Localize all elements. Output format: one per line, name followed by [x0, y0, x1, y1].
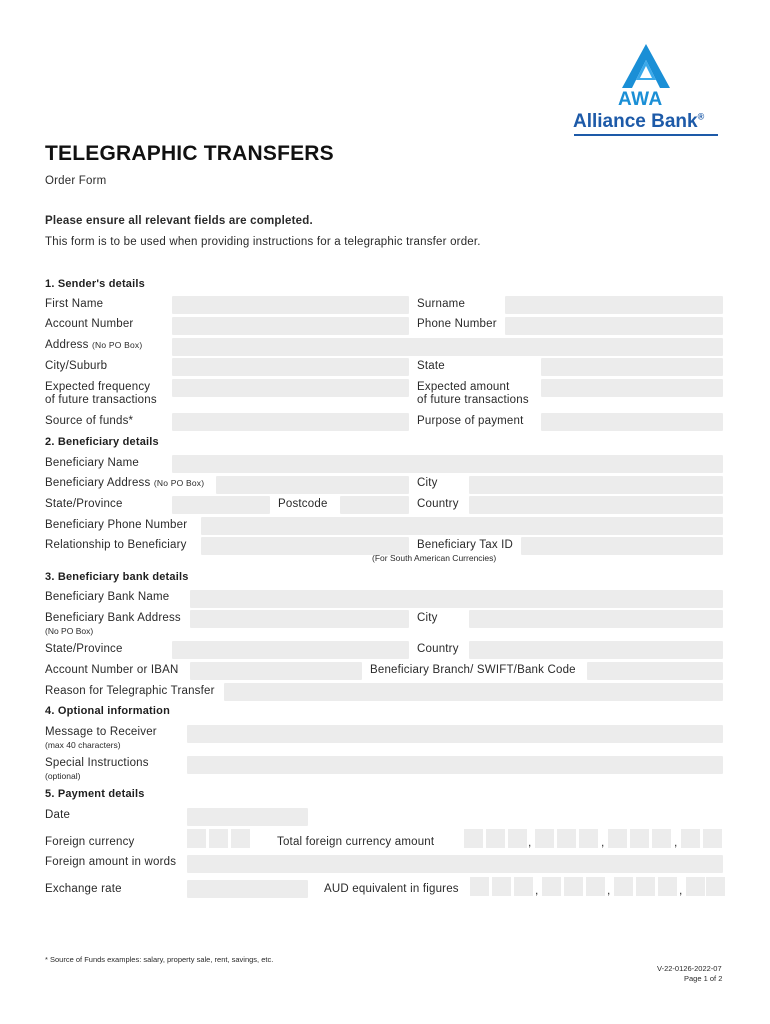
currency-char-box[interactable] — [231, 829, 250, 848]
label-source-of-funds: Source of funds* — [45, 415, 134, 427]
bank-country-field[interactable] — [469, 641, 723, 659]
aud-digit-box[interactable] — [706, 877, 725, 896]
label-purpose-of-payment: Purpose of payment — [417, 415, 524, 427]
logo-bank-name: Alliance Bank® — [573, 111, 705, 132]
label-exchange-rate: Exchange rate — [45, 883, 122, 895]
label-bank-state: State/Province — [45, 643, 123, 655]
label-beneficiary-name: Beneficiary Name — [45, 457, 139, 469]
label-beneficiary-country: Country — [417, 498, 459, 510]
label-transfer-reason: Reason for Telegraphic Transfer — [45, 685, 215, 697]
label-total-amount: Total foreign currency amount — [277, 836, 435, 848]
transfer-reason-field[interactable] — [224, 683, 723, 701]
label-foreign-currency: Foreign currency — [45, 836, 135, 848]
account-number-field[interactable] — [172, 317, 409, 335]
version-code: V-22-0126-2022-07 — [657, 964, 722, 973]
logo-awa-text: AWA — [618, 89, 663, 110]
total-digit-box[interactable] — [535, 829, 554, 848]
special-instructions-note: (optional) — [45, 771, 81, 781]
aud-digit-box[interactable] — [542, 877, 561, 896]
label-expected-frequency-2: of future transactions — [45, 394, 157, 406]
total-digit-box[interactable] — [508, 829, 527, 848]
label-surname: Surname — [417, 298, 466, 310]
label-account-iban: Account Number or IBAN — [45, 664, 179, 676]
exchange-rate-field[interactable] — [187, 880, 308, 898]
intro-text: This form is to be used when providing instructions for a telegraphic transfer order. — [45, 236, 481, 248]
label-date: Date — [45, 809, 71, 821]
page-number: Page 1 of 2 — [684, 974, 723, 983]
label-phone-number: Phone Number — [417, 318, 497, 330]
total-digit-box[interactable] — [703, 829, 722, 848]
label-beneficiary-city: City — [417, 477, 438, 489]
amount-words-field[interactable] — [187, 855, 723, 873]
label-beneficiary-address: Beneficiary Address (No PO Box) — [45, 477, 205, 489]
aud-digit-box[interactable] — [658, 877, 677, 896]
total-digit-box[interactable] — [630, 829, 649, 848]
expected-frequency-field[interactable] — [172, 379, 409, 397]
currency-char-box[interactable] — [187, 829, 206, 848]
label-expected-amount: Expected amount — [417, 381, 510, 393]
label-amount-words: Foreign amount in words — [45, 856, 177, 868]
beneficiary-phone-field[interactable] — [201, 517, 723, 535]
bank-address-field[interactable] — [190, 610, 409, 628]
surname-field[interactable] — [505, 296, 723, 314]
beneficiary-city-field[interactable] — [469, 476, 723, 494]
total-digit-box[interactable] — [464, 829, 483, 848]
label-special-instructions: Special Instructions — [45, 757, 149, 769]
aud-digit-box[interactable] — [636, 877, 655, 896]
date-field[interactable] — [187, 808, 308, 826]
phone-number-field[interactable] — [505, 317, 723, 335]
address-field[interactable] — [172, 338, 723, 356]
label-tax-id: Beneficiary Tax ID — [417, 539, 514, 551]
expected-amount-field[interactable] — [541, 379, 723, 397]
message-receiver-field[interactable] — [187, 725, 723, 743]
beneficiary-address-note: (No PO Box) — [153, 478, 205, 488]
aud-digit-box[interactable] — [514, 877, 533, 896]
aud-digit-box[interactable] — [470, 877, 489, 896]
label-aud-equivalent: AUD equivalent in figures — [324, 883, 459, 895]
bank-state-field[interactable] — [172, 641, 409, 659]
total-digit-box[interactable] — [681, 829, 700, 848]
label-relationship: Relationship to Beneficiary — [45, 539, 187, 551]
thousands-separator: , — [607, 883, 611, 897]
label-bank-country: Country — [417, 643, 459, 655]
swift-code-field[interactable] — [587, 662, 723, 680]
beneficiary-name-field[interactable] — [172, 455, 723, 473]
decimal-separator: , — [679, 883, 683, 897]
label-expected-amount-2: of future transactions — [417, 394, 529, 406]
postcode-field[interactable] — [340, 496, 409, 514]
label-bank-city: City — [417, 612, 438, 624]
label-bank-address: Beneficiary Bank Address — [45, 612, 181, 624]
section-heading-beneficiary: 2. Beneficiary details — [45, 436, 159, 448]
registered-mark: ® — [697, 111, 705, 122]
bank-city-field[interactable] — [469, 610, 723, 628]
section-heading-optional: 4. Optional information — [45, 705, 170, 717]
beneficiary-address-field[interactable] — [216, 476, 409, 494]
label-city-suburb: City/Suburb — [45, 360, 108, 372]
page-title: TELEGRAPHIC TRANSFERS — [45, 142, 334, 165]
label-message-receiver: Message to Receiver — [45, 726, 157, 738]
thousands-separator: , — [528, 835, 532, 849]
aud-digit-box[interactable] — [564, 877, 583, 896]
aud-digit-box[interactable] — [492, 877, 511, 896]
total-digit-box[interactable] — [608, 829, 627, 848]
label-postcode: Postcode — [278, 498, 328, 510]
state-field[interactable] — [541, 358, 723, 376]
currency-char-box[interactable] — [209, 829, 228, 848]
label-state: State — [417, 360, 445, 372]
first-name-field[interactable] — [172, 296, 409, 314]
aud-digit-box[interactable] — [614, 877, 633, 896]
beneficiary-state-field[interactable] — [172, 496, 270, 514]
section-heading-payment: 5. Payment details — [45, 788, 145, 800]
section-heading-senders: 1. Sender's details — [45, 278, 145, 290]
label-swift-code: Beneficiary Branch/ SWIFT/Bank Code — [370, 664, 576, 676]
total-digit-box[interactable] — [652, 829, 671, 848]
source-of-funds-footnote: * Source of Funds examples: salary, property sale, rent, savings, etc. — [45, 955, 274, 964]
label-first-name: First Name — [45, 298, 104, 310]
total-digit-box[interactable] — [486, 829, 505, 848]
bank-name-field[interactable] — [190, 590, 723, 608]
page-subtitle: Order Form — [45, 175, 107, 187]
label-bank-name: Beneficiary Bank Name — [45, 591, 170, 603]
thousands-separator: , — [535, 883, 539, 897]
tax-id-note: (For South American Currencies) — [372, 553, 497, 563]
city-suburb-field[interactable] — [172, 358, 409, 376]
logo-underline — [574, 134, 718, 136]
purpose-of-payment-field[interactable] — [541, 413, 723, 431]
label-beneficiary-state: State/Province — [45, 498, 123, 510]
total-digit-box[interactable] — [579, 829, 598, 848]
aud-digit-box[interactable] — [686, 877, 705, 896]
label-address: Address (No PO Box) — [45, 339, 143, 351]
source-of-funds-field[interactable] — [172, 413, 409, 431]
message-receiver-note: (max 40 characters) — [45, 740, 121, 750]
total-digit-box[interactable] — [557, 829, 576, 848]
section-heading-bank: 3. Beneficiary bank details — [45, 571, 189, 583]
thousands-separator: , — [601, 835, 605, 849]
special-instructions-field[interactable] — [187, 756, 723, 774]
bank-address-note: (No PO Box) — [45, 626, 94, 636]
tax-id-field[interactable] — [521, 537, 723, 555]
completion-notice: Please ensure all relevant fields are completed. — [45, 215, 313, 227]
label-beneficiary-phone: Beneficiary Phone Number — [45, 519, 188, 531]
awa-logo-icon — [622, 44, 670, 88]
decimal-separator: , — [674, 835, 678, 849]
label-expected-frequency: Expected frequency — [45, 381, 151, 393]
account-iban-field[interactable] — [190, 662, 362, 680]
aud-digit-box[interactable] — [586, 877, 605, 896]
beneficiary-country-field[interactable] — [469, 496, 723, 514]
label-account-number: Account Number — [45, 318, 134, 330]
address-note: (No PO Box) — [92, 340, 143, 350]
